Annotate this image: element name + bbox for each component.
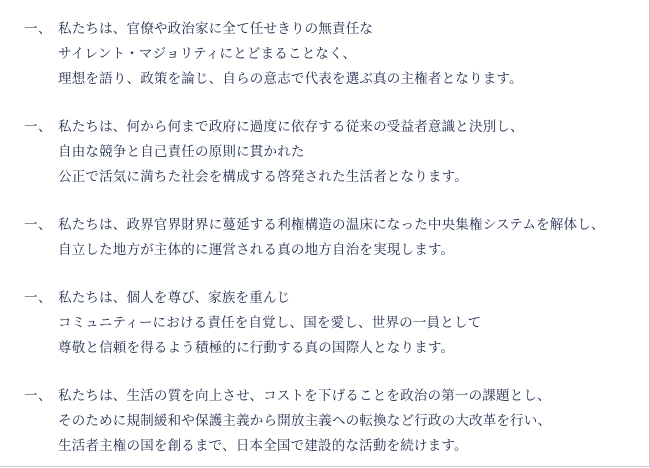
clause-body	[58, 114, 631, 189]
clause-body	[58, 285, 631, 360]
clause-marker: 一、	[24, 217, 52, 232]
clause-item	[24, 16, 631, 91]
clause-line: コミュニティーにおける責任を自覚し、国を愛し、世界の一員として	[58, 315, 482, 330]
clause-line: そのために規制緩和や保護主義から開放主義への転換など行政の大改革を行い、	[58, 413, 552, 428]
clause-marker: 一、	[24, 21, 52, 36]
clause-item	[24, 114, 631, 189]
clause-line: 理想を語り、政策を論じ、自らの意志で代表を選ぶ真の主権者となります。	[58, 71, 523, 86]
clause-body	[58, 212, 631, 262]
clause-line: 自由な競争と自己責任の原則に貫かれた	[58, 144, 305, 159]
clause-line: 尊敬と信頼を得るよう積極的に行動する真の国際人となります。	[58, 340, 455, 355]
clause-item	[24, 285, 631, 360]
clause-line: 公正で活気に満ちた社会を構成する啓発された生活者となります。	[58, 169, 468, 184]
clause-marker: 一、	[24, 119, 52, 134]
clause-line: サイレント・マジョリティにとどまることなく、	[58, 46, 357, 61]
clause-marker: 一、	[24, 290, 52, 305]
clause-line: 生活者主権の国を創るまで、日本全国で建設的な活動を続けます。	[58, 438, 468, 453]
clause-body	[58, 383, 631, 458]
clause-line: 私たちは、生活の質を向上させ、コストを下げることを政治の第一の課題とし、	[58, 388, 551, 403]
clause-body	[58, 16, 631, 91]
clause-item	[24, 383, 631, 458]
clause-line: 私たちは、官僚や政治家に全て任せきりの無責任な	[58, 21, 374, 36]
clause-line: 自立した地方が主体的に運営される真の地方自治を実現します。	[58, 242, 455, 257]
clause-line: 私たちは、政界官界財界に蔓延する利権構造の温床になった中央集権システムを解体し、	[58, 217, 605, 232]
clause-line: 私たちは、何から何まで政府に過度に依存する従来の受益者意識と決別し、	[58, 119, 524, 134]
clause-item	[24, 212, 631, 262]
clause-line: 私たちは、個人を尊び、家族を重んじ	[58, 290, 291, 305]
clause-marker: 一、	[24, 388, 52, 403]
